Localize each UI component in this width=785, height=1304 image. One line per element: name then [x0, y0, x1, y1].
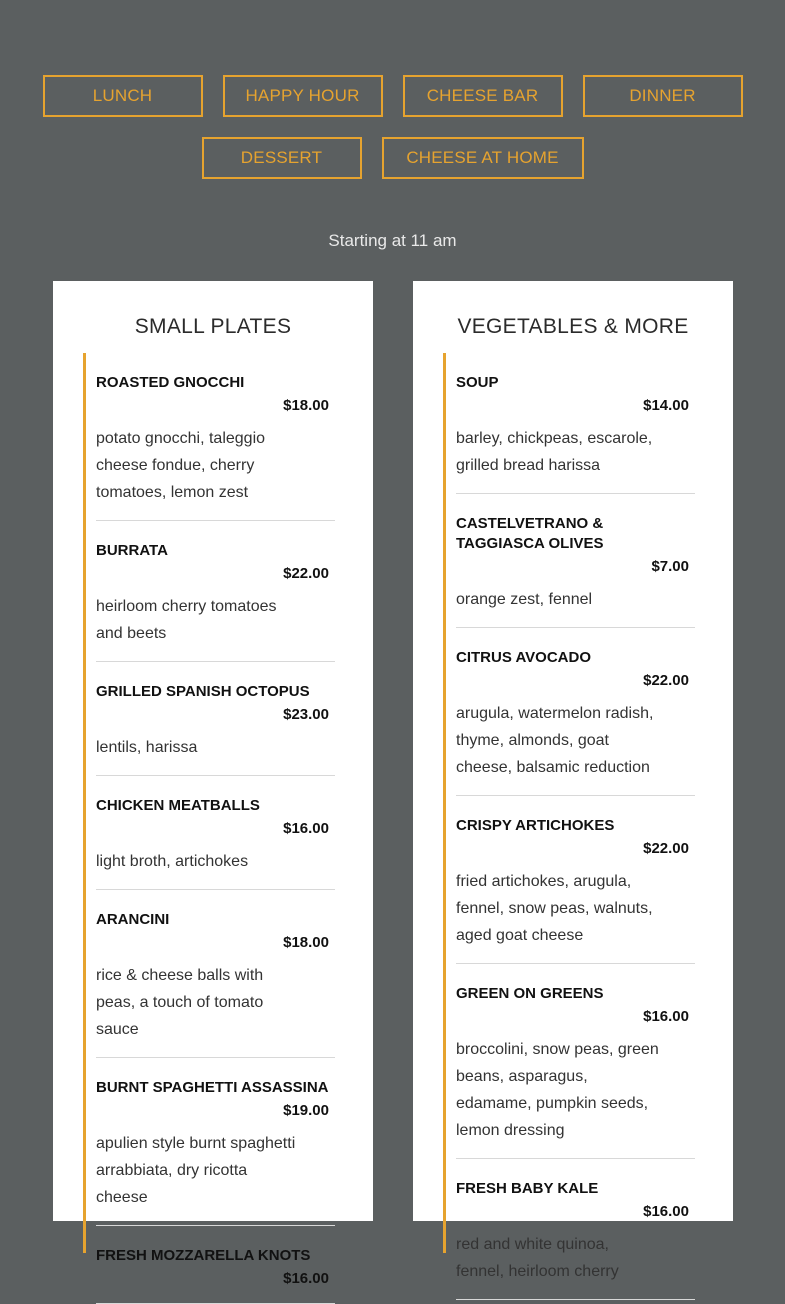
- menu-item-name: FRESH BABY KALE: [456, 1180, 599, 1197]
- menu-item-description: broccolini, snow peas, green beans, asparagus, edamame, pumpkin seeds, lemon dressing: [456, 1041, 659, 1139]
- menu-item-name: ARANCINI: [96, 911, 170, 928]
- tab-happy-hour[interactable]: HAPPY HOUR: [223, 75, 383, 117]
- menu-item: [456, 964, 695, 1159]
- menu-item-price: $16.00: [283, 820, 329, 837]
- menu-item-description: potato gnocchi, taleggio cheese fondue, cherry tomatoes, lemon zest: [96, 430, 266, 501]
- menu-item-name: ROASTED GNOCCHI: [96, 374, 245, 391]
- tab-dessert[interactable]: DESSERT: [202, 137, 362, 179]
- section-card-small-plates: [53, 281, 373, 1287]
- menu-item-name: SOUP: [456, 374, 499, 391]
- section-title: VEGETABLES & MORE: [457, 315, 689, 338]
- menu-item: [96, 890, 335, 1058]
- menu-item-price: $18.00: [283, 934, 329, 951]
- menu-item-price: $18.00: [283, 397, 329, 414]
- menu-item-name: FRESH MOZZARELLA KNOTS: [96, 1247, 311, 1264]
- menu-item-price: $7.00: [651, 558, 689, 575]
- menu-item: [96, 662, 335, 776]
- menu-item-description: barley, chickpeas, escarole, grilled bread harissa: [456, 430, 653, 474]
- menu-item-name: CHICKEN MEATBALLS: [96, 797, 260, 814]
- tab-dinner[interactable]: DINNER: [583, 75, 743, 117]
- tab-cheese-bar[interactable]: CHEESE BAR: [403, 75, 563, 117]
- menu-item-list: [443, 353, 693, 1280]
- tab-cheese-at-home[interactable]: CHEESE AT HOME: [382, 137, 584, 179]
- tab-lunch[interactable]: LUNCH: [43, 75, 203, 117]
- menu-item-price: $16.00: [643, 1008, 689, 1025]
- menu-item-name: CRISPY ARTICHOKES: [456, 817, 615, 834]
- menu-item-price: $22.00: [643, 840, 689, 857]
- menu-item-description: arugula, watermelon radish, thyme, almonds, goat cheese, balsamic reduction: [456, 705, 654, 776]
- menu-item-price: $23.00: [283, 706, 329, 723]
- menu-item-description: fried artichokes, arugula, fennel, snow peas, walnuts, aged goat cheese: [456, 873, 653, 944]
- menu-item-description: apulien style burnt spaghetti arrabbiata, dry ricotta cheese: [96, 1135, 296, 1206]
- menu-item-price: $16.00: [283, 1270, 329, 1287]
- menu-item-name: CITRUS AVOCADO: [456, 649, 591, 666]
- menu-start-time: Starting at 11 am: [328, 231, 457, 250]
- menu-tabs-row-1: [0, 75, 785, 117]
- menu-item: [96, 1058, 335, 1226]
- menu-item-name: BURRATA: [96, 542, 168, 559]
- menu-item-name: GREEN ON GREENS: [456, 985, 604, 1002]
- menu-item: [456, 494, 695, 628]
- menu-item: [456, 796, 695, 964]
- menu-item-price: $16.00: [643, 1203, 689, 1220]
- menu-item: [96, 776, 335, 890]
- menu-item-price: $22.00: [283, 565, 329, 582]
- menu-item: [96, 521, 335, 662]
- menu-item-description: rice & cheese balls with peas, a touch of tomato sauce: [96, 967, 264, 1038]
- menu-item-name: CASTELVETRANO & TAGGIASCA OLIVES: [456, 515, 604, 552]
- menu-tabs-row-2: [0, 137, 785, 179]
- menu-item: [96, 1226, 335, 1304]
- menu-item-description: heirloom cherry tomatoes and beets: [96, 598, 277, 642]
- menu-item-price: $19.00: [283, 1102, 329, 1119]
- menu-item-price: $14.00: [643, 397, 689, 414]
- menu-item-description: lentils, harissa: [96, 739, 198, 756]
- menu-item-description: light broth, artichokes: [96, 853, 249, 870]
- menu-item-name: GRILLED SPANISH OCTOPUS: [96, 683, 310, 700]
- menu-item-name: BURNT SPAGHETTI ASSASSINA: [96, 1079, 329, 1096]
- menu-item: [96, 353, 335, 521]
- menu-item-price: $22.00: [643, 672, 689, 689]
- section-card-vegetables: [413, 281, 733, 1280]
- section-title: SMALL PLATES: [134, 315, 292, 338]
- menu-item-list: [83, 353, 333, 1287]
- menu-item-description: orange zest, fennel: [456, 591, 593, 608]
- menu-item: [456, 628, 695, 796]
- menu-item: [456, 1159, 695, 1300]
- menu-item: [456, 353, 695, 494]
- menu-item-description: red and white quinoa, fennel, heirloom cherry: [456, 1236, 619, 1280]
